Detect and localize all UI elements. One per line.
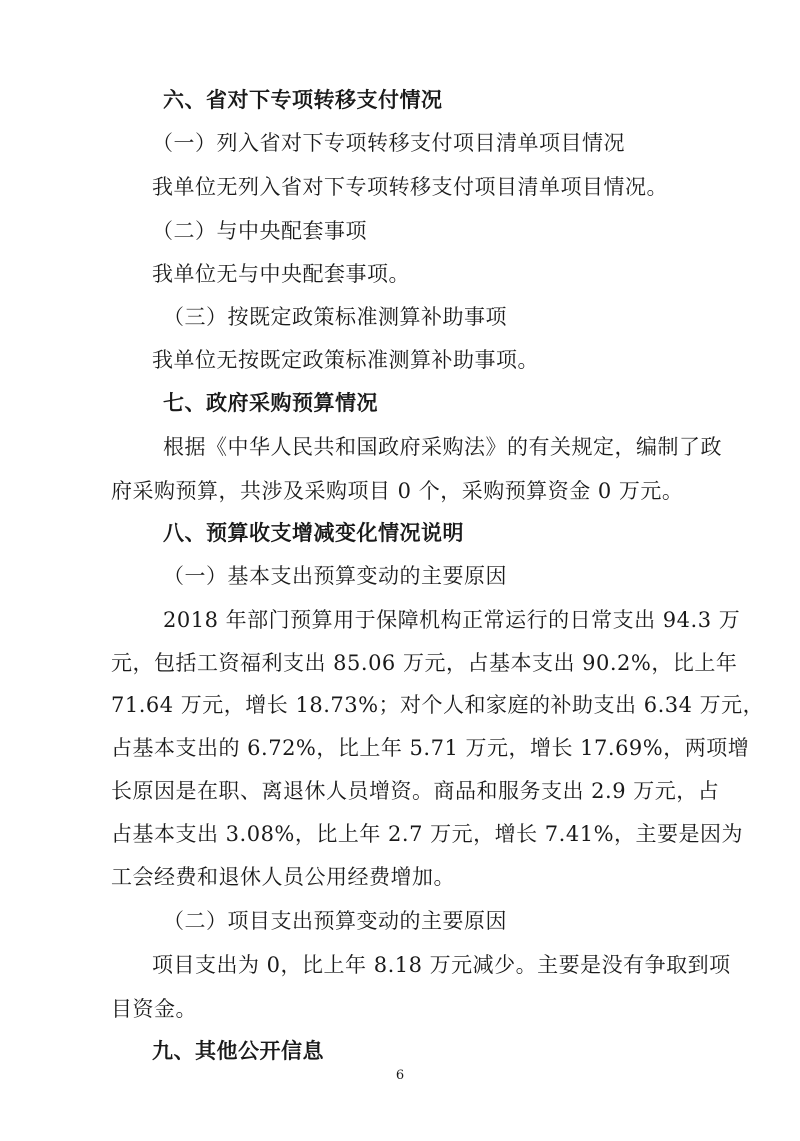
section-6-sub1-body: 我单位无列入省对下专项转移支付项目清单项目情况。 [152,175,668,199]
page-number: 6 [395,1068,405,1083]
section-6-sub1-title: （一）列入省对下专项转移支付项目清单项目情况 [152,131,625,155]
section-7-heading: 七、政府采购预算情况 [163,391,378,415]
section-8-sub1-line-5: 长原因是在职、离退休人员增资。商品和服务支出 2.9 万元，占 [111,779,720,803]
section-7-body-line-1: 根据《中华人民共和国政府采购法》的有关规定，编制了政 [163,435,722,459]
section-6-sub2-title: （二）与中央配套事项 [152,219,367,243]
section-8-sub1-line-1: 2018 年部门预算用于保障机构正常运行的日常支出 94.3 万 [163,608,741,632]
section-8-heading: 八、预算收支增减变化情况说明 [163,521,464,545]
section-6-heading: 六、省对下专项转移支付情况 [163,88,443,112]
section-6-sub3-body: 我单位无按既定政策标准测算补助事项。 [152,348,539,372]
section-8-sub1-line-7: 工会经费和退休人员公用经费增加。 [111,865,455,889]
section-7-body-line-2: 府采购预算，共涉及采购项目 0 个，采购预算资金 0 万元。 [111,479,684,503]
section-9-heading: 九、其他公开信息 [152,1039,324,1063]
section-8-sub2-line-2: 目资金。 [111,997,197,1021]
section-8-sub2-title: （二）项目支出预算变动的主要原因 [163,909,507,933]
section-8-sub2-line-1: 项目支出为 0，比上年 8.18 万元减少。主要是没有争取到项 [152,953,731,977]
section-6-sub3-title: （三）按既定政策标准测算补助事项 [163,305,507,329]
section-8-sub1-line-6: 占基本支出 3.08%，比上年 2.7 万元，增长 7.41%，主要是因为 [111,822,744,846]
section-8-sub1-line-3: 71.64 万元，增长 18.73%；对个人和家庭的补助支出 6.34 万元， [111,693,765,717]
section-8-sub1-title: （一）基本支出预算变动的主要原因 [163,564,507,588]
section-8-sub1-line-4: 占基本支出的 6.72%，比上年 5.71 万元，增长 17.69%，两项增 [111,736,750,760]
section-6-sub2-body: 我单位无与中央配套事项。 [152,262,410,286]
section-8-sub1-line-2: 元，包括工资福利支出 85.06 万元，占基本支出 90.2%，比上年 [111,651,738,675]
